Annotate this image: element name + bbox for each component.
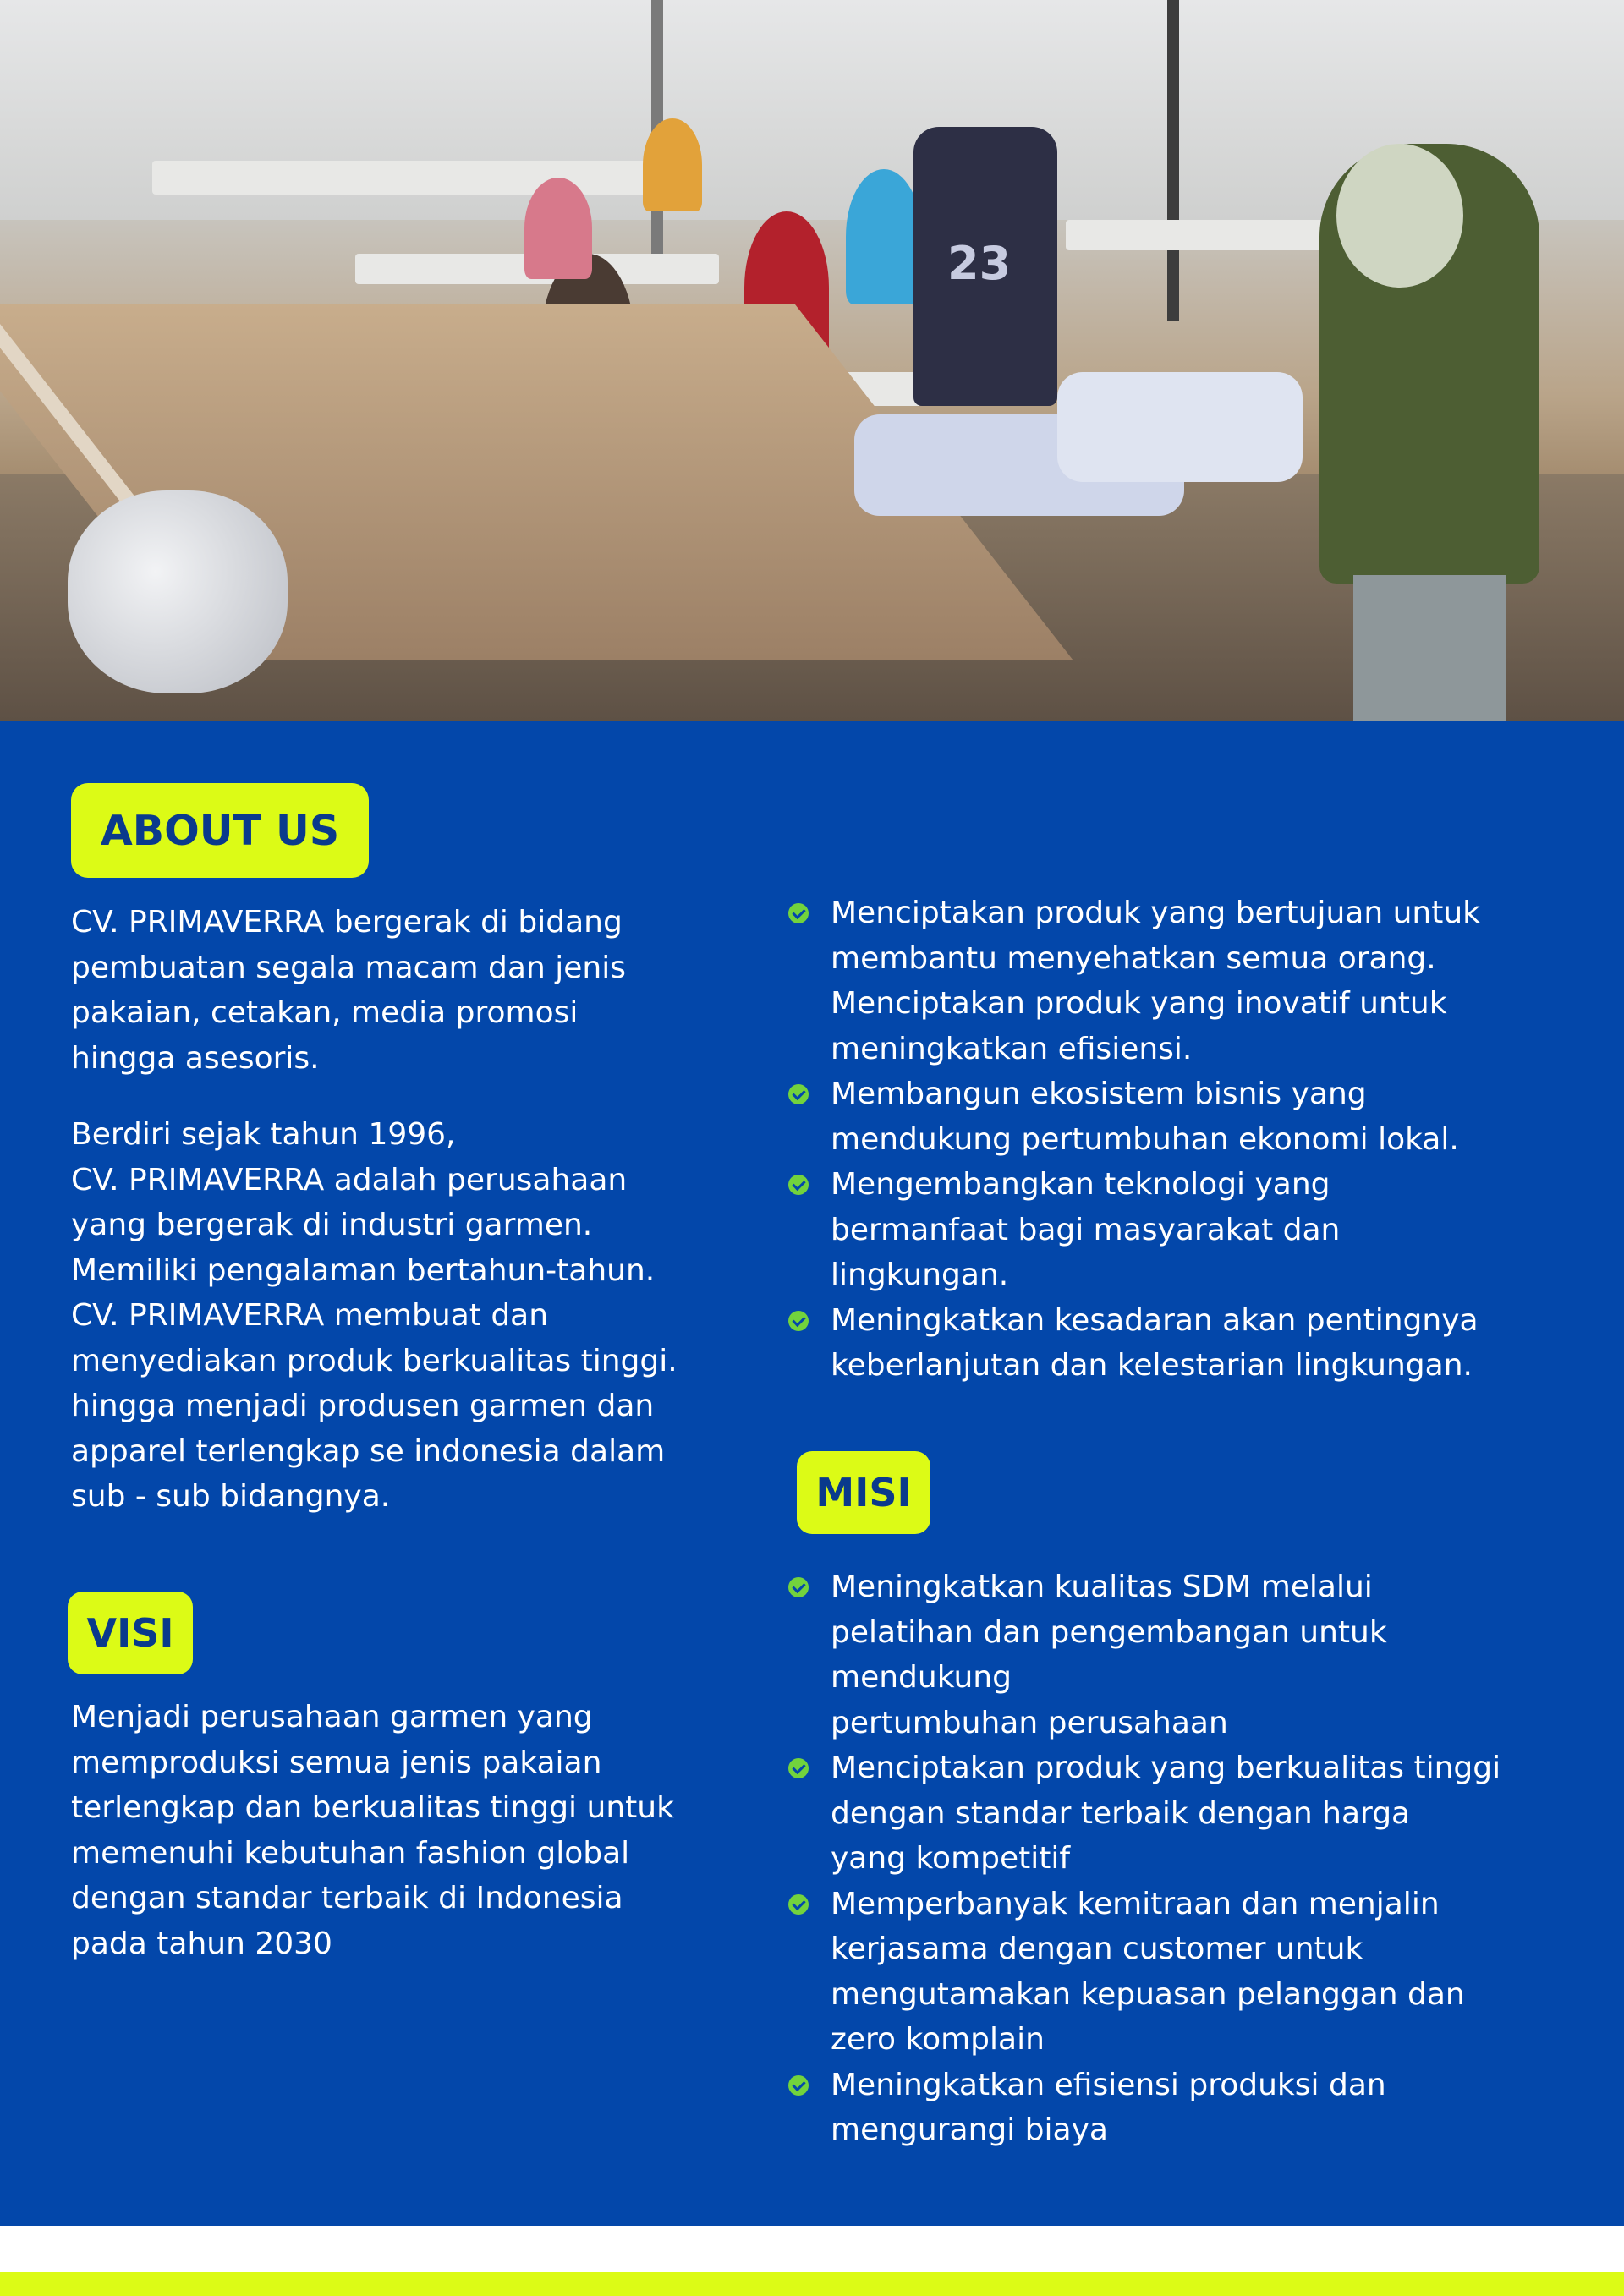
list-item [788, 1564, 1600, 1745]
misi-list [788, 1564, 1600, 2153]
about-intro-paragraph: CV. PRIMAVERRA bergerak di bidang pembuatan segala macam dan jenis pakaian, cetakan, media promosi hingga asesoris. [71, 905, 626, 1076]
worker [846, 169, 922, 304]
list-item [788, 1745, 1600, 1882]
goal-text: Menciptakan produk yang bertujuan untuk membantu menyehatkan semua orang. Menciptakan produk yang inovatif untuk meningkatkan efisiensi. [831, 896, 1480, 1066]
visi-section [71, 1695, 748, 1966]
list-item [788, 1298, 1600, 1389]
check-circle-icon [788, 1758, 809, 1778]
worker-trousers [1353, 575, 1506, 721]
goal-text: Membangun ekosistem bisnis yang mendukung pertumbuhan ekonomi lokal. [831, 1077, 1459, 1157]
sewing-bench [152, 161, 677, 195]
jersey-on-hanger: 23 [914, 127, 1057, 406]
check-circle-icon [788, 1175, 809, 1195]
list-item [788, 1162, 1600, 1298]
about-us-badge: ABOUT US [71, 783, 369, 878]
worker [643, 118, 702, 211]
plastic-bag [68, 490, 288, 693]
list-item [788, 2063, 1600, 2153]
check-circle-icon [788, 903, 809, 923]
check-circle-icon [788, 1311, 809, 1331]
list-item [788, 1882, 1600, 2063]
goal-text: Meningkatkan kesadaran akan pentingnya keberlanjutan dan kelestarian lingkungan. [831, 1302, 1479, 1383]
worker [524, 178, 592, 279]
worker-headscarf [1336, 144, 1463, 288]
visi-badge: VISI [68, 1592, 193, 1674]
hero-photo-garment-workshop [0, 0, 1624, 721]
content-panel [0, 721, 1624, 2226]
fabric-pile [1057, 372, 1303, 482]
check-circle-icon [788, 1084, 809, 1104]
list-item [788, 1071, 1600, 1162]
misi-badge: MISI [797, 1451, 930, 1534]
check-circle-icon [788, 1577, 809, 1597]
footer-accent-stripe [0, 2272, 1624, 2296]
visi-paragraph: Menjadi perusahaan garmen yang memproduksi semua jenis pakaian terlengkap dan berkualitas tinggi untuk memenuhi kebutuhan fashion global dengan standar terbaik di Indonesia pada tahun 2030 [71, 1700, 674, 1961]
check-circle-icon [788, 2075, 809, 2096]
misi-text: Meningkatkan efisiensi produksi dan mengurangi biaya [831, 2067, 1386, 2147]
workshop-pillar [1167, 0, 1179, 321]
misi-text: Menciptakan produk yang berkualitas tinggi dengan standar terbaik dengan harga yang kompetitif [831, 1751, 1501, 1876]
about-history-paragraph: Berdiri sejak tahun 1996, CV. PRIMAVERRA adalah perusahaan yang bergerak di industri garmen. Memiliki pengalaman bertahun-tahun. CV. PRIMAVERRA membuat dan menyediakan produk berkualitas tinggi. hingga menjadi produsen garmen dan apparel terlengkap se indonesia dalam sub - sub bidangnya. [71, 1117, 678, 1514]
footer-white-band [0, 2226, 1624, 2272]
about-us-section [71, 900, 748, 1520]
check-circle-icon [788, 1894, 809, 1915]
goal-text: Mengembangkan teknologi yang bermanfaat bagi masyarakat dan lingkungan. [831, 1167, 1341, 1292]
goals-list [788, 890, 1600, 1389]
misi-text: Memperbanyak kemitraan dan menjalin kerjasama dengan customer untuk mengutamakan kepuasan pelanggan dan zero komplain [831, 1886, 1465, 2057]
misi-text: Meningkatkan kualitas SDM melalui pelatihan dan pengembangan untuk mendukung pertumbuhan perusahaan [831, 1570, 1387, 1740]
list-item [788, 890, 1600, 1071]
